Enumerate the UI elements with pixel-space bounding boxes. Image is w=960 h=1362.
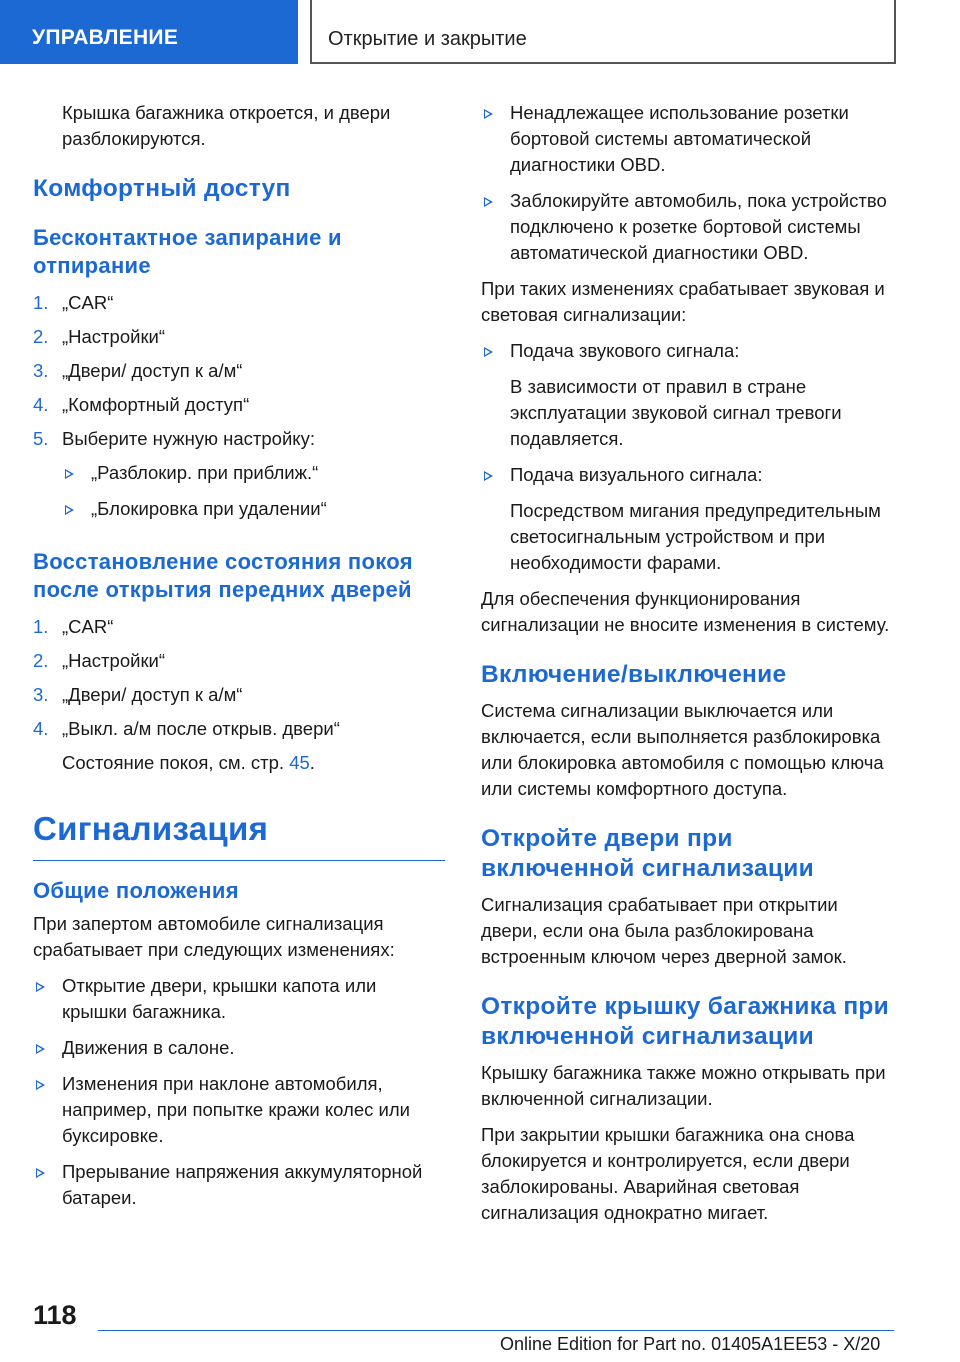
general-heading: Общие положения xyxy=(33,878,239,903)
step-item xyxy=(33,358,445,384)
list-item-text: Движения в салоне. xyxy=(62,1037,235,1058)
left-column xyxy=(33,100,445,1221)
step-text: „CAR“ xyxy=(62,292,114,313)
acoustic-text: В зависимости от правил в стране эксплуатации звуковой сигнал тревоги подавляется. xyxy=(510,376,842,449)
section-tab[interactable]: УПРАВЛЕНИЕ xyxy=(0,0,298,64)
trunk-text-2: При закрытии крышки багажника она снова блокируется и контролируется, если двери заблокированы. Аварийная световая сигнализация однократно мигает. xyxy=(481,1124,855,1223)
option-item xyxy=(62,496,445,522)
option-text: „Разблокир. при приближ.“ xyxy=(91,462,319,483)
list-item xyxy=(33,1071,445,1149)
triangle-bullet-icon xyxy=(484,197,493,207)
list-item-text: Изменения при наклоне автомобиля, например, при попытке кражи колес или буксировке. xyxy=(62,1073,410,1146)
list-item xyxy=(481,462,893,488)
step-number: 1. xyxy=(33,292,49,313)
step-number: 4. xyxy=(33,718,49,739)
list-item-text: Заблокируйте автомобиль, пока устройство подключено к розетке бортовой системы автоматической диагностики OBD. xyxy=(510,190,887,263)
step-item xyxy=(33,614,445,640)
signal-text: При таких изменениях срабатывает звуковая и световая сигнализации: xyxy=(481,278,885,325)
doors-heading: Откройте двери при включенной сигнализации xyxy=(481,825,814,882)
step-item xyxy=(33,648,445,674)
keyless-steps xyxy=(33,290,445,522)
keyless-heading: Бесконтактное запирание и отпирание xyxy=(33,225,342,278)
step-text: „CAR“ xyxy=(62,616,114,637)
onoff-text: Система сигнализации выключается или включается, если выполняется разблокировка или блокировка автомобиля с помощью ключа или системы комфортного доступа. xyxy=(481,700,884,799)
step-item xyxy=(33,392,445,418)
page-number: 118 xyxy=(33,1300,77,1330)
step-number: 2. xyxy=(33,326,49,347)
rest-steps xyxy=(33,614,445,776)
step-text: „Настройки“ xyxy=(62,326,166,347)
step-text: „Комфортный доступ“ xyxy=(62,394,250,415)
step-number: 3. xyxy=(33,684,49,705)
list-item-text: Ненадлежащее использование розетки бортовой системы автоматической диагностики OBD. xyxy=(510,102,849,175)
edition-footer: Online Edition for Part no. 01405A1EE53 - X/20 xyxy=(500,1334,881,1354)
triangle-bullet-icon xyxy=(36,1044,45,1054)
alarm-heading: Сигнализация xyxy=(33,810,269,847)
list-item-text: Открытие двери, крышки капота или крышки багажника. xyxy=(62,975,377,1022)
warranty-text: Для обеспечения функционирования сигнализации не вносите изменения в систему. xyxy=(481,588,890,635)
triangle-bullet-icon xyxy=(484,471,493,481)
step-number: 3. xyxy=(33,360,49,381)
chapter-title: Открытие и закрытие xyxy=(310,0,896,64)
step-text: „Выкл. а/м после открыв. двери“ xyxy=(62,718,340,739)
triangle-bullet-icon xyxy=(484,109,493,119)
list-item xyxy=(481,188,893,266)
step-number: 4. xyxy=(33,394,49,415)
trunk-heading: Откройте крышку багажника при включенной сигнализации xyxy=(481,993,890,1050)
step-item xyxy=(33,426,445,452)
step-number: 5. xyxy=(33,428,49,449)
triangle-bullet-icon xyxy=(36,982,45,992)
step-item xyxy=(33,290,445,316)
page-link[interactable]: 45 xyxy=(289,752,310,773)
doors-text: Сигнализация срабатывает при открытии двери, если она была разблокирована встроенным ключом через дверной замок. xyxy=(481,894,847,967)
list-item-text: Прерывание напряжения аккумуляторной батареи. xyxy=(62,1161,423,1208)
general-text: При запертом автомобиле сигнализация срабатывает при следующих изменениях: xyxy=(33,913,395,960)
list-item-text: Подача визуального сигнала: xyxy=(510,464,763,485)
step-item xyxy=(33,682,445,708)
list-item-text: Подача звукового сигнала: xyxy=(510,340,740,361)
step-text: „Настройки“ xyxy=(62,650,166,671)
rest-note-text: Состояние покоя, см. стр. xyxy=(62,752,290,773)
step-number: 2. xyxy=(33,650,49,671)
step-text: „Двери/ доступ к а/м“ xyxy=(62,684,243,705)
option-item xyxy=(62,460,445,486)
intro-text: Крышка багажника откроется, и двери разблокируются. xyxy=(62,102,391,149)
list-item xyxy=(33,973,445,1025)
onoff-heading: Включение/выключение xyxy=(481,661,787,688)
step-item xyxy=(33,716,445,742)
section-divider xyxy=(33,860,445,861)
triangle-bullet-icon xyxy=(65,505,74,515)
option-text: „Блокировка при удалении“ xyxy=(91,498,327,519)
list-item xyxy=(33,1035,445,1061)
list-item xyxy=(481,100,893,178)
step-text: Выберите нужную настройку: xyxy=(62,428,315,449)
triangle-bullet-icon xyxy=(65,469,74,479)
right-column xyxy=(481,100,893,1236)
list-item xyxy=(481,338,893,364)
trunk-text-1: Крышку багажника также можно открывать при включенной сигнализации. xyxy=(481,1062,886,1109)
step-number: 1. xyxy=(33,616,49,637)
rest-note-end: . xyxy=(309,752,315,773)
triangle-bullet-icon xyxy=(36,1168,45,1178)
step-text: „Двери/ доступ к а/м“ xyxy=(62,360,243,381)
footer-divider xyxy=(98,1330,894,1331)
step-item xyxy=(33,324,445,350)
rest-note xyxy=(33,750,445,776)
triangle-bullet-icon xyxy=(36,1080,45,1090)
triangle-bullet-icon xyxy=(484,347,493,357)
list-item xyxy=(33,1159,445,1211)
comfort-access-heading: Комфортный доступ xyxy=(33,175,291,202)
visual-text: Посредством мигания предупредительным светосигнальным устройством и при необходимости фарами. xyxy=(510,500,881,573)
rest-state-heading: Восстановление состояния покоя после открытия передних дверей xyxy=(33,549,413,602)
